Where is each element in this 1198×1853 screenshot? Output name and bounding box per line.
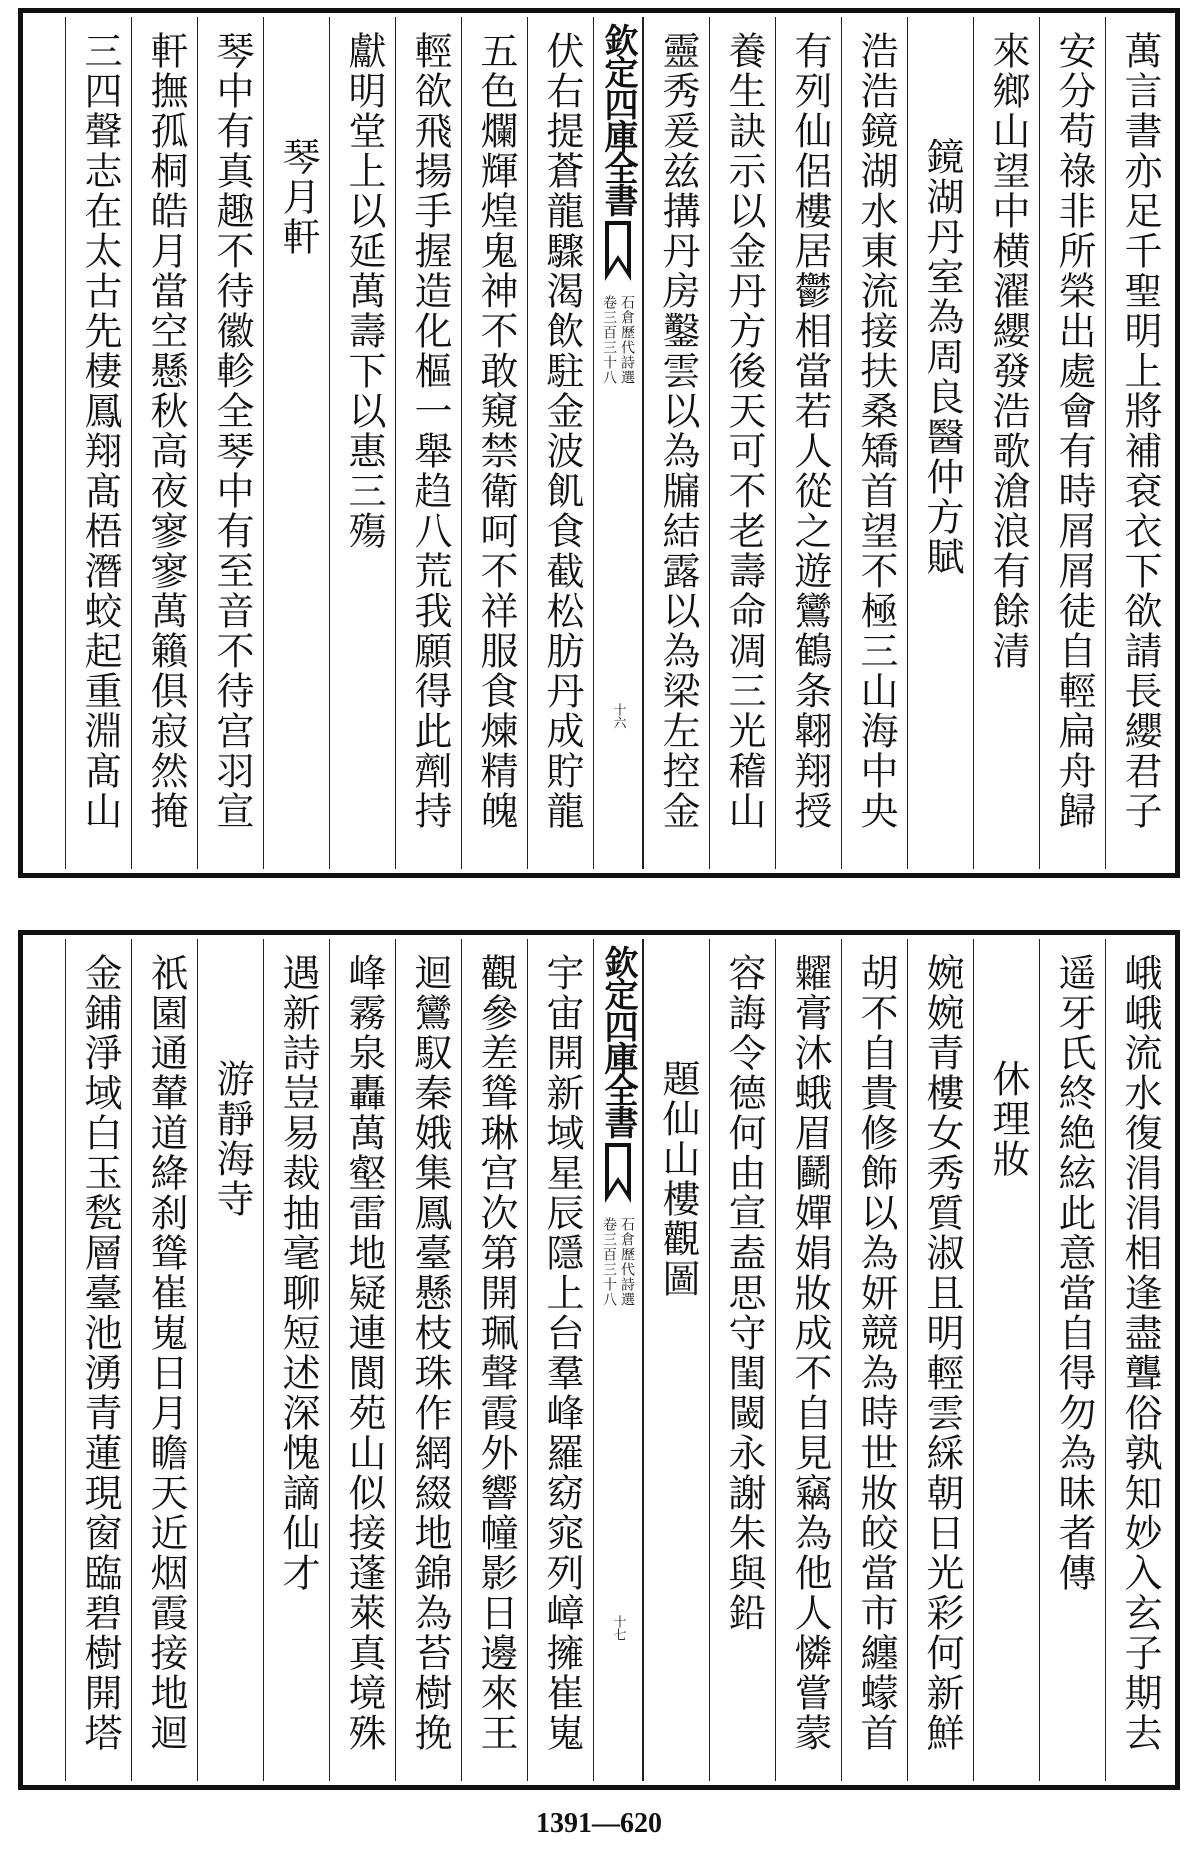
text-column: 輕欲飛揚手握造化樞一舉趋八荒我願得此劑持 [395,17,461,869]
text-column: 安分苟祿非所榮出處會有時屑屑徒自輕扁舟歸 [1039,17,1105,869]
source-label [600,1209,636,1307]
lower-page-panel [18,930,1180,1790]
source-title: 石倉歷代詩選 [619,295,635,385]
text-column: 養生訣示以金丹方後天可不老壽命凋三光稽山 [709,17,775,869]
text-column: 金鋪淨域白玉甃層臺池湧青蓮現窗臨碧樹開塔 [65,939,131,1781]
leaf-number: 十七 [610,1615,626,1641]
text-column: 獻明堂上以延萬壽下以惠三殤 [329,17,395,869]
fishtail-mark-icon [603,1143,633,1203]
poem-title: 休理妝 [973,939,1039,1781]
poem-title: 琴月軒 [263,17,329,869]
text-column: 靈秀爰兹搆丹房鑿雲以為牖結露以為梁左控金 [643,17,709,869]
collection-title: 欽定四庫全書 [598,23,638,215]
text-column: 遥牙氏終絶絃此意當自得勿為昧者傳 [1039,939,1105,1781]
upper-page-panel [18,8,1180,878]
poem-title: 游靜海寺 [197,939,263,1781]
text-column: 五色爛輝煌鬼神不敢窺禁衛呵不祥服食煉精魄 [461,17,527,869]
leaf-number: 十六 [610,703,626,729]
text-column: 胡不自貴修飾以為妍競為時世妝皎當市纏蠓首 [841,939,907,1781]
upper-page-columns [27,17,1171,869]
text-column: 觀參差聳琳宫次第開珮聲霞外響幢影日邊來王 [461,939,527,1781]
fishtail-mark-icon [603,221,633,281]
source-title: 石倉歷代詩選 [619,1217,635,1307]
text-column: 浩浩鏡湖水東流接扶桑矯首望不極三山海中央 [841,17,907,869]
text-column: 峨峨流水復涓涓相逢盡聾俗孰知妙入玄子期去 [1105,939,1171,1781]
text-column: 萬言書亦足千聖明上將補袞衣下欲請長纓君子 [1105,17,1171,869]
collection-title: 欽定四庫全書 [598,945,638,1137]
page-number: 1391—620 [536,1808,662,1839]
text-column: 迴鸞馭秦娥集鳳臺懸枝珠作網綴地錦為苔樹挽 [395,939,461,1781]
text-column: 三四聲志在太古先棲鳳翔髙梧潛蛟起重淵髙山 [65,17,131,869]
text-column: 糶膏沐蛾眉鬬嬋娟妝成不自見竊為他人憐嘗蒙 [775,939,841,1781]
text-column: 容誨令德何由宣盍思守閨閾永謝朱與鉛 [709,939,775,1781]
center-fold-spine [593,939,643,1781]
volume-label: 卷三百三十八 [601,1217,617,1307]
lower-page-columns [27,939,1171,1781]
text-column: 峰霧泉轟萬壑雷地疑連閬苑山似接蓬萊真境殊 [329,939,395,1781]
poem-title: 題仙山樓觀圖 [643,939,709,1781]
text-column: 伏右提蒼龍驟渴飲駐金波飢食截松肪丹成貯龍 [527,17,593,869]
text-column: 宇宙開新域星辰隱上台羣峰羅窈窕列嶂擁崔嵬 [527,939,593,1781]
volume-label: 卷三百三十八 [601,295,617,385]
text-column: 有列仙侶樓居鬱相當若人從之遊鸞鶴条翺翔授 [775,17,841,869]
text-column: 遇新詩豈易裁抽毫聊短述深愧謫仙才 [263,939,329,1781]
text-column: 琴中有真趣不待徽軫全琴中有至音不待宫羽宣 [197,17,263,869]
center-fold-spine [593,17,643,869]
text-column: 祇園通輦道絳刹聳崔嵬日月瞻天近烟霞接地迴 [131,939,197,1781]
text-column: 來鄉山望中横濯纓發浩歌滄浪有餘清 [973,17,1039,869]
poem-title: 鏡湖丹室為周良醫仲方賦 [907,17,973,869]
source-label [600,287,636,385]
text-column: 軒撫孤桐皓月當空懸秋高夜寥寥萬籟俱寂然掩 [131,17,197,869]
text-column: 婉婉青樓女秀質淑且明輕雲綵朝日光彩何新鮮 [907,939,973,1781]
